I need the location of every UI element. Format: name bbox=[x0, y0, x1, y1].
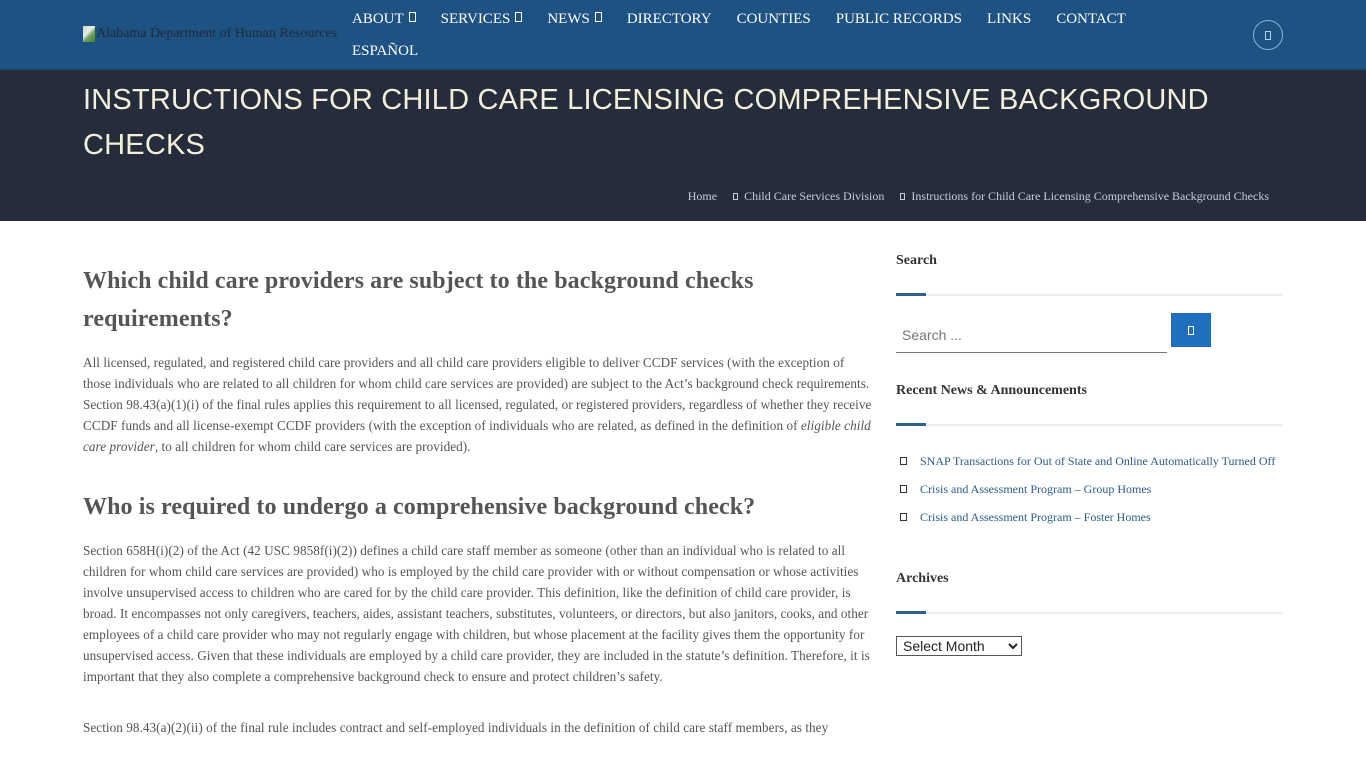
nav-row-2 bbox=[352, 36, 1172, 66]
section-paragraph bbox=[83, 352, 873, 457]
site-header bbox=[0, 0, 1366, 70]
page-title-band bbox=[0, 70, 1366, 221]
list-item bbox=[896, 447, 1283, 475]
paragraph-text: All licensed, regulated, and registered child care providers and all child care providers eligible to deliver CCDF services (with the exception of those individuals who are related to all children for whom child care services are provided) are subject to the Act’s background check requirements. Section 98.43(a)(1)(i) of the final rules applies this requirement to all licensed, regulated, or registered providers, regardless of whether they receive CCDF funds and all license-exempt CCDF providers (with the exception of individuals who are related, as defined in the definition of bbox=[83, 355, 872, 433]
widget-title: Search bbox=[896, 253, 937, 268]
recent-news-list bbox=[896, 447, 1283, 531]
recent-news-widget bbox=[896, 382, 1283, 531]
list-item bbox=[896, 503, 1283, 531]
bullet-icon bbox=[900, 485, 907, 493]
search-widget bbox=[896, 252, 1283, 353]
widget-divider bbox=[896, 294, 1283, 296]
chevron-down-icon bbox=[595, 12, 602, 22]
main-content bbox=[83, 262, 873, 738]
section-paragraph: Section 658H(i)(2) of the Act (42 USC 9858f(i)(2)) defines a child care staff member as someone (other than an individual who is related to all children for whom child care services are provided) who is employed by the child care provider with or without compensation or whose activities involve unsupervised access to children who are cared for by the child care provider. This definition, like the definition of child care provider, is broad. It encompasses not only caregivers, teachers, aides, assistant teachers, substitutes, volunteers, or directors, but also janitors, cooks, and other employees of a child care provider who may not regularly engage with children, but whose placement at the facility gives them the opportunity for unsupervised access. Given that these individuals are employed by a child care provider, they are included in the statute’s definition. Therefore, it is important that they also complete a comprehensive background check to ensure and protect children’s safety. bbox=[83, 543, 870, 684]
widget-divider bbox=[896, 424, 1283, 426]
nav-item-counties[interactable]: COUNTIES bbox=[736, 10, 811, 27]
broken-image-icon bbox=[83, 26, 95, 42]
search-icon bbox=[1265, 31, 1271, 40]
breadcrumb bbox=[688, 189, 1269, 204]
section-paragraph: Section 98.43(a)(2)(ii) of the final rule includes contract and self-employed individuals in the definition of child care staff members, as they bbox=[83, 720, 829, 735]
archives-month-select[interactable] bbox=[896, 636, 1022, 656]
nav-row-1 bbox=[352, 4, 1172, 34]
bullet-icon bbox=[900, 513, 907, 521]
nav-item-contact[interactable]: CONTACT bbox=[1056, 10, 1126, 27]
nav-label: ABOUT bbox=[352, 10, 404, 27]
widget-divider bbox=[896, 612, 1283, 614]
nav-item-news[interactable] bbox=[547, 11, 602, 28]
paragraph-text: , to all children for whom child care services are provided). bbox=[154, 439, 471, 454]
nav-item-services[interactable] bbox=[441, 11, 523, 28]
paragraph-emphasis: eligible child care provider bbox=[83, 418, 871, 454]
section-heading: Which child care providers are subject to the background checks requirements? bbox=[83, 268, 754, 332]
news-link[interactable]: SNAP Transactions for Out of State and Online Automatically Turned Off bbox=[920, 453, 1276, 468]
archives-widget bbox=[896, 570, 1283, 656]
news-link[interactable]: Crisis and Assessment Program – Foster Homes bbox=[920, 509, 1151, 524]
breadcrumb-separator-icon bbox=[733, 193, 738, 200]
search-submit-button[interactable] bbox=[1171, 313, 1211, 347]
nav-label: NEWS bbox=[547, 10, 590, 27]
sidebar bbox=[896, 252, 1283, 656]
nav-item-public-records[interactable]: PUBLIC RECORDS bbox=[835, 10, 963, 27]
widget-title: Recent News & Announcements bbox=[896, 383, 1087, 398]
nav-item-espanol[interactable]: ESPAÑOL bbox=[352, 42, 419, 59]
header-search-button[interactable] bbox=[1253, 20, 1283, 50]
nav-item-about[interactable] bbox=[352, 11, 416, 28]
search-form bbox=[896, 317, 1283, 353]
page-title: INSTRUCTIONS FOR CHILD CARE LICENSING COMPREHENSIVE BACKGROUND CHECKS bbox=[83, 84, 1209, 161]
breadcrumb-child-care-services[interactable]: Child Care Services Division bbox=[744, 189, 885, 203]
search-input[interactable] bbox=[896, 317, 1167, 353]
news-link[interactable]: Crisis and Assessment Program – Group Homes bbox=[920, 481, 1152, 496]
chevron-down-icon bbox=[515, 12, 522, 22]
section-heading: Who is required to undergo a comprehensive background check? bbox=[83, 494, 756, 520]
list-item bbox=[896, 475, 1283, 503]
breadcrumb-home[interactable]: Home bbox=[687, 189, 718, 203]
nav-label: SERVICES bbox=[440, 10, 511, 27]
main-nav bbox=[352, 4, 1172, 66]
breadcrumb-separator-icon bbox=[900, 193, 905, 200]
logo-alt-text: Alabama Department of Human Resources bbox=[96, 26, 338, 41]
search-icon bbox=[1188, 326, 1194, 335]
breadcrumb-current: Instructions for Child Care Licensing Comprehensive Background Checks bbox=[911, 189, 1269, 203]
nav-item-links[interactable]: LINKS bbox=[987, 10, 1032, 27]
bullet-icon bbox=[900, 457, 907, 465]
nav-item-directory[interactable]: DIRECTORY bbox=[626, 10, 712, 27]
widget-title: Archives bbox=[896, 571, 949, 586]
site-logo[interactable] bbox=[83, 26, 337, 42]
chevron-down-icon bbox=[409, 12, 416, 22]
